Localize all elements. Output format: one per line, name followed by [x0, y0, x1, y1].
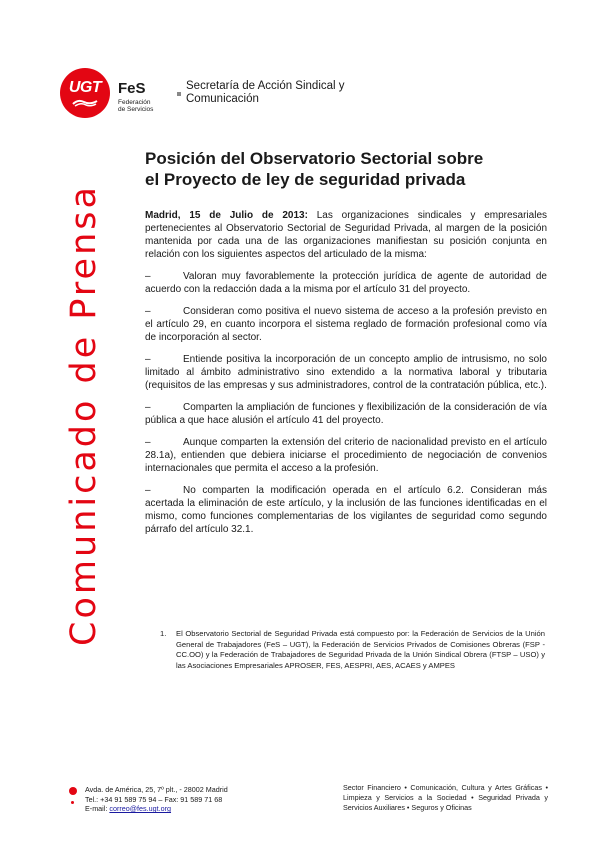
point-dash: –	[145, 306, 151, 317]
title-line-1: Posición del Observatorio Sectorial sobre	[145, 149, 484, 168]
fes-title: FeS	[118, 80, 146, 97]
footer-email-label: E-mail:	[85, 804, 110, 813]
intro-dateline: Madrid, 15 de Julio de 2013:	[145, 210, 308, 221]
footnote-text: El Observatorio Sectorial de Seguridad Privada está compuesto por: la Federación de Servicios de la Unión General de Trabajadores (FeS – UGT), la Federación de Servicios Privados de Comisiones Obreras (FSP - CC.OO) y la Federación de Trabajadores de Seguridad Privada de la Unión Sindical Obrera (FTSP – USO) y las Asociaciones Empresariales APROSER, FES, AESPRI, AES, ACAES y AMPES	[176, 629, 545, 670]
ugt-fes-logo	[60, 68, 172, 120]
footer-sectors: Sector Financiero • Comunicación, Cultura y Artes Gráficas • Limpieza y Servicios a la Sociedad • Seguridad Privada y Servicios Auxiliares • Seguros y Oficinas	[343, 783, 548, 812]
separator-square-icon	[177, 92, 181, 96]
point-paragraph	[145, 484, 547, 536]
footer-small-dot-icon	[71, 801, 74, 804]
point-paragraph	[145, 401, 547, 427]
footer-address: Avda. de América, 25, 7º plt., - 28002 Madrid	[85, 785, 228, 794]
fes-subtitle-line-2: de Servicios	[118, 106, 154, 113]
footer-email-link[interactable]: correo@fes.ugt.org	[109, 804, 172, 813]
point-text: Consideran como positiva el nuevo sistema de acceso a la profesión previsto en el artículo 29, en cuanto incorpora el sistema reglado de formación profesional como vía de incorporación al sector.	[145, 306, 547, 343]
point-paragraph	[145, 270, 547, 296]
footnote	[160, 629, 545, 671]
department-line-2: Comunicación	[186, 93, 259, 105]
intro-text: Las organizaciones sindicales y empresariales pertenecientes al Observatorio Sectorial de Seguridad Privada, al margen de la posición mantenida por cada una de las organizaciones manifiestan su posición conjunta en relación con los siguientes aspectos del articulado de la misma:	[145, 210, 548, 260]
intro-paragraph	[145, 209, 547, 261]
point-text: Valoran muy favorablemente la protección jurídica de agente de autoridad de acuerdo con la redacción dada a la misma por el artículo 31 del proyecto.	[145, 271, 547, 295]
point-dash: –	[145, 437, 151, 448]
department-name	[186, 80, 345, 106]
footer-contact	[85, 785, 325, 814]
point-text: Comparten la ampliación de funciones y flexibilización de la consideración de vía pública a que hace alusión el artículo 41 del proyecto.	[145, 402, 547, 426]
ugt-logo-text: UGT	[68, 79, 102, 96]
point-paragraph	[145, 305, 547, 344]
footer-phone: Tel.: +34 91 589 75 94 – Fax: 91 589 71 68	[85, 794, 223, 804]
point-paragraph	[145, 353, 547, 392]
point-dash: –	[145, 402, 151, 413]
handshake-icon	[72, 98, 98, 108]
point-paragraph	[145, 436, 547, 475]
fes-subtitle-line-1: Federación	[118, 99, 151, 106]
point-text: Aunque comparten la extensión del criterio de nacionalidad previsto en el artículo 28.1a), entienden que debiera iniciarse el procedimiento de negociación de convenios internacionales que permita el acceso a la profesión.	[145, 437, 547, 474]
point-dash: –	[145, 354, 151, 365]
point-dash: –	[145, 485, 151, 496]
department-line-1: Secretaría de Acción Sindical y	[186, 80, 345, 92]
vertical-title-wrap	[64, 140, 104, 690]
ugt-logo-circle	[60, 68, 110, 118]
point-text: No comparten la modificación operada en el artículo 6.2. Consideran más acertada la eliminación de este artículo, y la inclusión de las funciones identificadas en el mismo, como funciones complementarias de los vigilantes de seguridad como segundo párrafo del artículo 32.1.	[145, 485, 547, 535]
vertical-title: Comunicado de Prensa	[64, 184, 104, 646]
footer-email-line	[85, 804, 325, 814]
document-body	[145, 209, 547, 545]
title-line-2: el Proyecto de ley de seguridad privada	[145, 170, 466, 189]
point-text: Entiende positiva la incorporación de un concepto amplio de intrusismo, no solo limitado al ámbito administrativo sino extendido a la normativa laboral y tributaria (requisitos de las empresas y sus administradores, control de la contratación pública, etc.).	[145, 354, 547, 391]
document-title	[145, 148, 545, 190]
fes-subtitle	[118, 99, 168, 113]
point-dash: –	[145, 271, 151, 282]
footnote-number: 1.	[160, 629, 167, 638]
footer-dot-icon	[69, 787, 77, 795]
